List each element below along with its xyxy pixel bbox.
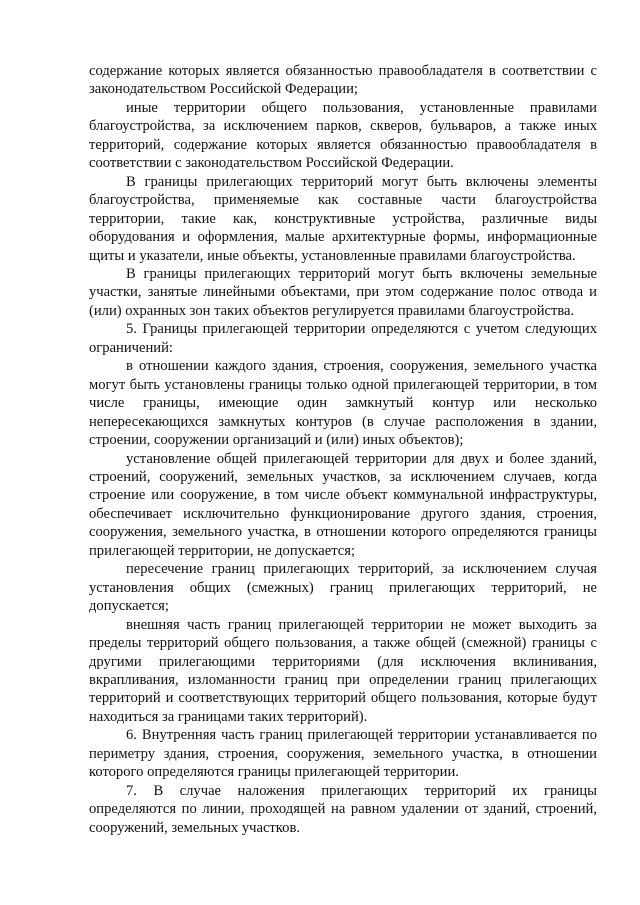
paragraph-landscaping-elements: В границы прилегающих территорий могут быть включены элементы благоустройства, применяемые как составные части благоустройства территории, такие как, конструктивные устройства, различные виды оборудования и оформления, малые архитектурные формы, информационные щиты и указатели, иные объекты, установленные правилами благоустройства. [89, 173, 597, 264]
paragraph-continuation: содержание которых является обязанностью правообладателя в соответствии с законодательством Российской Федерации; [89, 63, 597, 98]
paragraph-item-7: 7. В случае наложения прилегающих территорий их границы определяются по линии, проходящей на равном удалении от зданий, строений, сооружений, земельных участков. [89, 782, 597, 836]
paragraph-single-territory: в отношении каждого здания, строения, сооружения, земельного участка могут быть установлены границы только одной прилегающей территории, в том числе границы, имеющие один замкнутый контур или несколько непересекающихся замкнутых контуров (в случае расположения в здании, строении, сооружении организаций и (или) иных объектов); [89, 358, 597, 449]
document-page [89, 62, 597, 837]
paragraph-linear-objects: В границы прилегающих территорий могут быть включены земельные участки, занятые линейными объектами, при этом содержание полос отвода и (или) охранных зон таких объектов регулируется правилами благоустройства. [89, 265, 597, 319]
paragraph-item-6: 6. Внутренняя часть границ прилегающей территории устанавливается по периметру здания, строения, сооружения, земельного участка, в отношении которого определяются границы прилегающей территории. [89, 727, 597, 781]
paragraph-common-territory: установление общей прилегающей территории для двух и более зданий, строений, сооружений, земельных участков, за исключением случаев, когда строение или сооружение, в том числе объект коммунальной инфраструктуры, обеспечивает исключительно функционирование другого здания, строения, сооружения, земельного участка, в отношении которого определяются границы прилегающей территории, не допускается; [89, 450, 597, 559]
paragraph-public-territories: иные территории общего пользования, установленные правилами благоустройства, за исключением парков, скверов, бульваров, а также иных территорий, содержание которых является обязанностью правообладателя в соответствии с законодательством Российской Федерации. [89, 99, 597, 172]
paragraph-item-5: 5. Границы прилегающей территории определяются с учетом следующих ограничений: [89, 321, 597, 356]
paragraph-intersection: пересечение границ прилегающих территорий, за исключением случая установления общих (смежных) границ прилегающих территорий, не допускается; [89, 561, 597, 615]
paragraph-outer-boundary: внешняя часть границ прилегающей территории не может выходить за пределы территорий общего пользования, а также общей (смежной) границы с другими прилегающими территориями (для исключения вклинивания, вкрапливания, изломанности границ при определении границ прилегающих территорий и соответствующих территорий общего пользования, которые будут находиться за границами таких территорий). [89, 616, 597, 725]
